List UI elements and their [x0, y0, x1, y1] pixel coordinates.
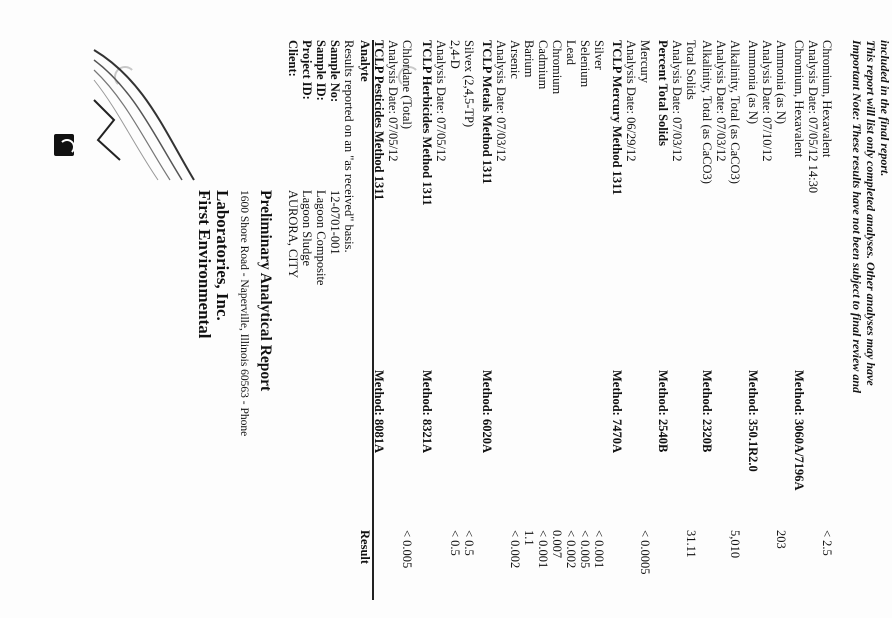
analyte-name: Cadmium	[536, 40, 550, 90]
method-label: Method: 2540B	[656, 370, 670, 453]
analysis-date: Analysis Date: 07/03/12	[494, 40, 508, 162]
method-label: Method: 6020A	[480, 370, 494, 453]
analyte-name: Ammonia (as N)	[774, 40, 788, 125]
analyte-result: 5,010	[728, 530, 742, 559]
sample-no-label: Sample No:	[328, 40, 342, 103]
analysis-date: Analysis Date: 07/03/12	[714, 40, 728, 162]
sample-no-value: 12-0701-001	[328, 190, 342, 255]
analyte-result: < 0.002	[564, 530, 578, 569]
project-value: Lagoon Sludge	[300, 190, 314, 267]
analyte-result: 31.11	[684, 530, 698, 558]
report-page	[90, 40, 892, 600]
basis-note: Results reported on an "as received" basis.	[342, 40, 356, 253]
analyte-result: < 0.005	[578, 530, 592, 569]
analysis-date: Analysis Date: 07/05/12 14:30	[806, 40, 820, 194]
analyte-name: Chromium, Hexavalent	[820, 40, 834, 158]
sample-id-value: Lagoon Composite	[314, 190, 328, 286]
analyte-name: Barium	[522, 40, 536, 78]
analyte-name: Silvex (2,4,5-TP)	[462, 40, 476, 128]
analysis-date: Analysis Date: 07/10/12	[760, 40, 774, 162]
company-name-line-2: Laboratories, Inc.	[213, 190, 232, 321]
analyte-name: Chlordane (Total)	[400, 40, 414, 130]
analyte-name: Chromium	[550, 40, 564, 95]
analyte-column-header: Analyte	[358, 40, 372, 82]
report-title: Preliminary Analytical Report	[257, 190, 274, 392]
analyte-result: < 0.005	[400, 530, 414, 569]
analysis-date: Analysis Date: 07/05/12	[386, 40, 400, 162]
project-label: Project ID:	[300, 40, 314, 100]
method-label: Method: 2320B	[700, 370, 714, 453]
analysis-date: Analysis Date: 07/03/12	[670, 40, 684, 162]
analyte-name: 2,4-D	[448, 40, 462, 69]
analyte-result: < 0.5	[462, 530, 476, 556]
company-logo	[84, 40, 204, 190]
analyte-result: < 0.001	[536, 530, 550, 569]
analyte-result: < 0.0005	[638, 530, 652, 575]
analyte-name: Total Solids	[684, 40, 698, 100]
analyte-name: Mercury	[638, 40, 652, 84]
analyte-name: Alkalinity, Total (as CaCO3)	[700, 40, 714, 184]
analysis-date: Analysis Date: 07/05/12	[434, 40, 448, 162]
analyte-result: < 0.002	[508, 530, 522, 569]
analyte-name: Silver	[592, 40, 606, 70]
analyte-name: Selenium	[578, 40, 592, 88]
important-note: Important Note: These results have not been subject to final review and	[850, 40, 864, 393]
method-label: Method: 8321A	[420, 370, 434, 453]
analysis-date: Analysis Date: 06/29/12	[624, 40, 638, 162]
method-label: Method: 3060A/7196A	[792, 370, 806, 491]
report-note-continued: included in the final report.	[878, 40, 892, 177]
section-header: TCLP Herbicides Method 1311	[420, 40, 434, 206]
section-header: TCLP Pesticides Method 1311	[372, 40, 386, 201]
binder-ring-icon	[54, 134, 74, 156]
section-header: TCLP Metals Method 1311	[480, 40, 494, 185]
analyte-name: Arsenic	[508, 40, 522, 79]
analyte-result: 203	[774, 530, 788, 549]
section-header: Percent Total Solids	[656, 40, 670, 147]
method-label: Method: 7470A	[610, 370, 624, 453]
company-name-line-1: First Environmental	[195, 190, 214, 339]
analyte-name: Ammonia (as N)	[746, 40, 760, 125]
client-label: Client:	[286, 40, 300, 77]
method-label: Method: 350.1R2.0	[746, 370, 760, 472]
analyte-result: < 0.5	[448, 530, 462, 556]
analyte-result: 0.007	[550, 530, 564, 559]
analyte-result: < 0.001	[592, 530, 606, 569]
section-header: TCLP Mercury Method 1311	[610, 40, 624, 195]
result-column-header: Result	[358, 530, 372, 565]
analyte-name: Chromium, Hexavalent	[792, 40, 806, 158]
analyte-name: Lead	[564, 40, 578, 65]
method-label: Method: 8081A	[372, 370, 386, 453]
company-address: 1600 Shore Road - Naperville, Illinois 60563 - Phone	[238, 190, 250, 437]
sample-id-label: Sample ID:	[314, 40, 328, 101]
analyte-name: Alkalinity, Total (as CaCO3)	[728, 40, 742, 184]
client-value: AURORA, CITY	[286, 190, 300, 279]
analyte-result: < 2.5	[820, 530, 834, 556]
report-note: This report will list only completed analyses. Other analyses may have	[864, 40, 878, 386]
analyte-result: 1.1	[522, 530, 536, 546]
